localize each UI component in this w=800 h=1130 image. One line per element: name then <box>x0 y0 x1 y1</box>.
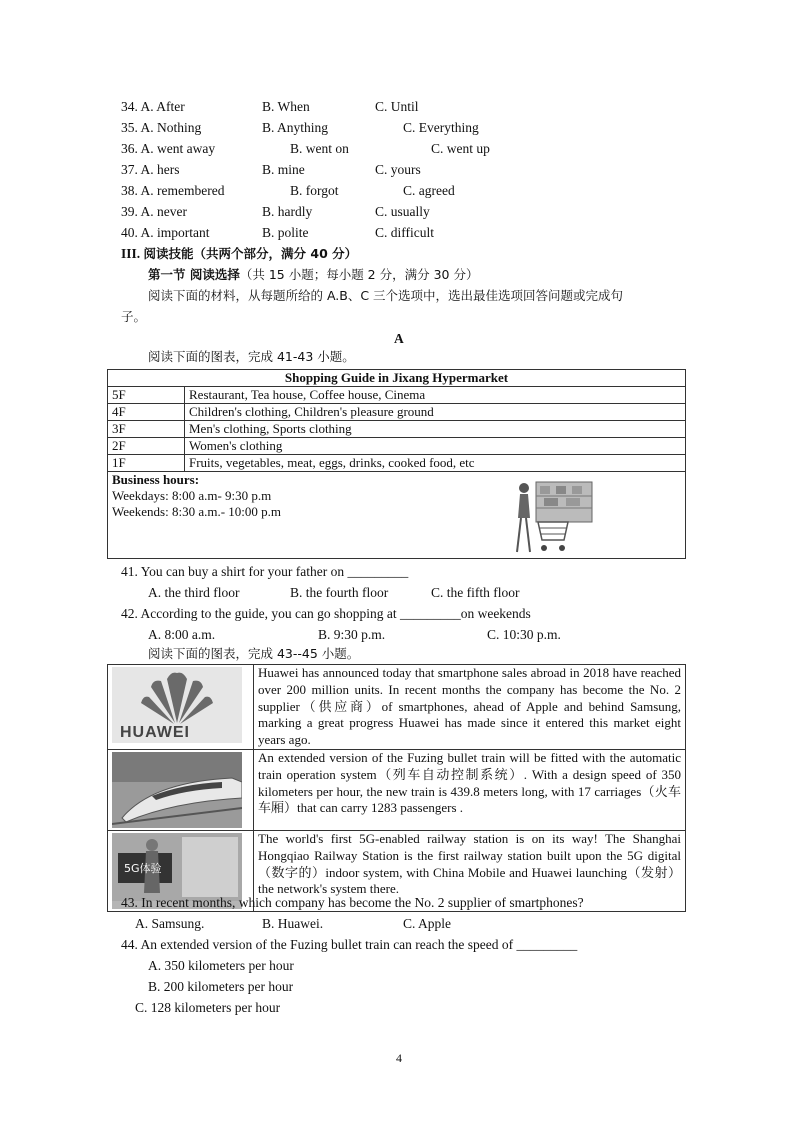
shopping-guide-table <box>107 369 686 559</box>
table-row <box>108 455 686 472</box>
huawei-logo-image <box>112 667 242 743</box>
q34-option-a: 34. A. After <box>121 99 185 114</box>
train-icon <box>112 752 242 828</box>
floor-desc: Men's clothing, Sports clothing <box>185 421 686 438</box>
section-heading <box>121 247 357 261</box>
instructions-line1: 阅读下面的材料，从每题所给的 A.B、C 三个选项中，选出最佳选项回答问题或完成句 <box>148 288 624 303</box>
q43-option-c: C. Apple <box>403 916 452 931</box>
q38-option-b: B. forgot <box>290 183 339 198</box>
q39-option-b: B. hardly <box>262 204 313 219</box>
table-row <box>108 404 686 421</box>
page-number: 4 <box>396 1051 402 1065</box>
q43-option-a: A. Samsung. <box>135 916 205 931</box>
news-text: Huawei has announced today that smartphone sales abroad in 2018 have reached over 200 million units. In recent months the company has become the No. 2 supplier（供应商）of smartphones, ahead of Apple and behind Samsung, marking a great progress Huawei has made since it entered this market eight years ago. <box>254 665 686 750</box>
q44-stem: 44. An extended version of the Fuzing bullet train can reach the speed of _________ <box>121 937 578 952</box>
section-roman: III. <box>121 246 141 261</box>
floor-desc: Children's clothing, Children's pleasure ground <box>185 404 686 421</box>
q35-option-b: B. Anything <box>262 120 329 135</box>
huawei-wordmark: HUAWEI <box>120 724 190 741</box>
weekdays-hours: Weekdays: 8:00 a.m- 9:30 p.m <box>112 488 272 503</box>
floor-label: 3F <box>108 421 185 438</box>
section-title: 阅读技能（共两个部分，满分 40 分） <box>143 246 358 261</box>
weekends-hours: Weekends: 8:30 a.m.- 10:00 p.m <box>112 504 282 519</box>
q42-option-a: A. 8:00 a.m. <box>148 627 216 642</box>
q37-option-c: C. yours <box>375 162 421 177</box>
part-title: 第一节 阅读选择 <box>148 267 240 282</box>
q37-option-a: 37. A. hers <box>121 162 180 177</box>
5g-sign: 5G体验 <box>124 861 162 875</box>
bullet-train-image <box>112 752 242 828</box>
q40-option-c: C. difficult <box>375 225 434 240</box>
q44-option-a: A. 350 kilometers per hour <box>148 958 294 973</box>
hours-label: Business hours: <box>112 472 200 487</box>
q36-option-c: C. went up <box>431 141 490 156</box>
q35-option-a: 35. A. Nothing <box>121 120 202 135</box>
passage-letter: A <box>394 331 404 346</box>
huawei-petals-icon <box>137 669 217 725</box>
table-row <box>108 387 686 404</box>
q41-option-a: A. the third floor <box>148 585 240 600</box>
floor-label: 4F <box>108 404 185 421</box>
floor-label: 2F <box>108 438 185 455</box>
part-heading <box>148 268 478 282</box>
table-row <box>108 749 686 830</box>
q37-option-b: B. mine <box>262 162 305 177</box>
part-detail: （共 15 小题；每小题 2 分，满分 30 分） <box>239 267 479 282</box>
shopper-illustration <box>510 478 596 558</box>
q40-option-a: 40. A. important <box>121 225 210 240</box>
table-row <box>108 438 686 455</box>
news-image-cell <box>108 665 254 750</box>
q36-option-b: B. went on <box>290 141 349 156</box>
business-hours-cell <box>108 472 686 559</box>
q44-option-c: C. 128 kilometers per hour <box>135 1000 281 1015</box>
q36-option-a: 36. A. went away <box>121 141 216 156</box>
q34-option-c: C. Until <box>375 99 419 114</box>
q43-option-b: B. Huawei. <box>262 916 324 931</box>
q40-option-b: B. polite <box>262 225 309 240</box>
q41-option-c: C. the fifth floor <box>431 585 520 600</box>
q41-option-b: B. the fourth floor <box>290 585 389 600</box>
passage-intro-2: 阅读下面的图表，完成 43--45 小题。 <box>148 646 360 661</box>
q39-option-a: 39. A. never <box>121 204 187 219</box>
q43-stem: 43. In recent months, which company has become the No. 2 supplier of smartphones? <box>121 895 584 910</box>
news-text: An extended version of the Fuzing bullet train will be fitted with the automatic train operation system（列车自动控制系统）. With a design speed of 350 kilometers per hour, the new train is 439.8 meters long, with 17 carriages（火车车厢）that can carry 1283 passengers . <box>254 749 686 830</box>
q38-option-a: 38. A. remembered <box>121 183 225 198</box>
guide-title: Shopping Guide in Jixang Hypermarket <box>108 370 686 387</box>
q42-option-c: C. 10:30 p.m. <box>487 627 561 642</box>
table-row <box>108 421 686 438</box>
table-row <box>108 665 686 750</box>
passage-intro: 阅读下面的图表，完成 41-43 小题。 <box>148 349 355 364</box>
floor-label: 1F <box>108 455 185 472</box>
q39-option-c: C. usually <box>375 204 430 219</box>
floor-desc: Restaurant, Tea house, Coffee house, Cinema <box>185 387 686 404</box>
floor-label: 5F <box>108 387 185 404</box>
q42-option-b: B. 9:30 p.m. <box>318 627 386 642</box>
q38-option-c: C. agreed <box>403 183 455 198</box>
q42-stem: 42. According to the guide, you can go shopping at _________on weekends <box>121 606 531 621</box>
q35-option-c: C. Everything <box>403 120 479 135</box>
news-text: The world's first 5G-enabled railway station is on its way! The Shanghai Hongqiao Railway Station is the first railway station built upon the 5G digital（数字的）indoor system, with China Mobile and Huawei launching（发射）the network's system there. <box>254 830 686 911</box>
q34-option-b: B. When <box>262 99 310 114</box>
news-table <box>107 664 686 912</box>
instructions-line2: 子。 <box>121 309 147 324</box>
floor-desc: Women's clothing <box>185 438 686 455</box>
floor-desc: Fruits, vegetables, meat, eggs, drinks, cooked food, etc <box>185 455 686 472</box>
q44-option-b: B. 200 kilometers per hour <box>148 979 294 994</box>
news-image-cell <box>108 749 254 830</box>
q41-stem: 41. You can buy a shirt for your father on _________ <box>121 564 409 579</box>
